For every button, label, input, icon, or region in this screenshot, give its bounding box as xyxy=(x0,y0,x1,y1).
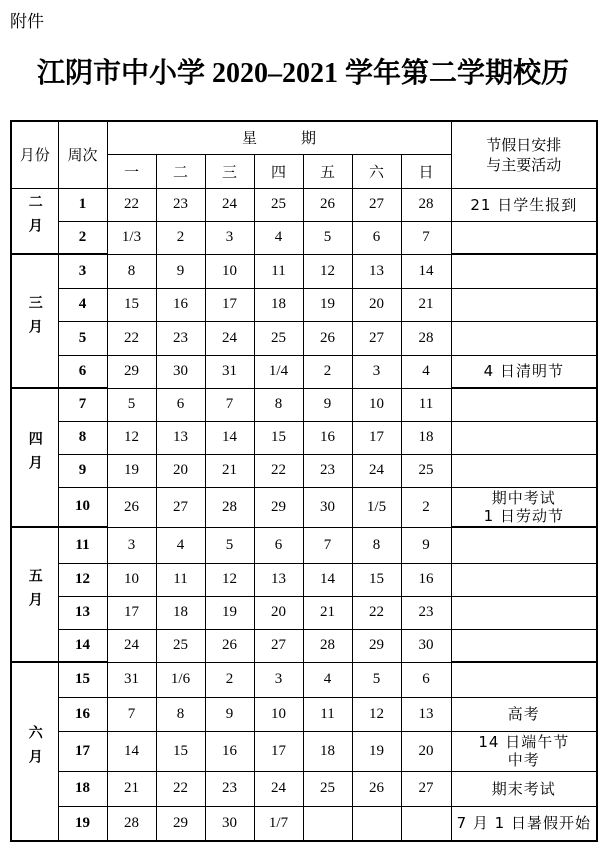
week-row xyxy=(11,697,597,731)
day-cell: 27 xyxy=(156,487,205,527)
weekday-fri: 五 xyxy=(303,154,352,188)
day-cell: 7 xyxy=(205,388,254,421)
header-month: 月份 xyxy=(11,121,58,188)
week-row xyxy=(11,731,597,771)
day-cell: 3 xyxy=(352,355,401,388)
month-cell xyxy=(11,188,58,254)
week-number: 9 xyxy=(58,454,107,487)
day-cell: 20 xyxy=(156,454,205,487)
day-cell: 19 xyxy=(303,288,352,321)
day-cell: 3 xyxy=(254,662,303,697)
day-cell: 25 xyxy=(303,771,352,806)
day-cell: 27 xyxy=(352,188,401,221)
day-cell: 24 xyxy=(352,454,401,487)
day-cell: 20 xyxy=(352,288,401,321)
activity-text: 7 月 1 日暑假开始 xyxy=(456,814,591,833)
day-cell: 14 xyxy=(401,254,451,288)
day-cell: 15 xyxy=(107,288,156,321)
day-cell: 24 xyxy=(205,188,254,221)
day-cell: 16 xyxy=(156,288,205,321)
week-row xyxy=(11,771,597,806)
day-cell: 2 xyxy=(205,662,254,697)
day-cell: 18 xyxy=(401,421,451,454)
day-cell: 23 xyxy=(156,321,205,355)
day-cell: 29 xyxy=(254,487,303,527)
day-cell: 25 xyxy=(254,321,303,355)
day-cell: 18 xyxy=(303,731,352,771)
week-number: 13 xyxy=(58,596,107,629)
day-cell: 28 xyxy=(401,188,451,221)
activity-cell xyxy=(451,288,597,321)
activity-text: 1 日劳动节 xyxy=(483,506,564,525)
activity-cell xyxy=(451,662,597,697)
activity-cell xyxy=(451,454,597,487)
header-activity-line2: 与主要活动 xyxy=(486,155,562,174)
day-cell: 26 xyxy=(107,487,156,527)
day-cell: 18 xyxy=(156,596,205,629)
attachment-label: 附件 xyxy=(10,12,44,32)
day-cell: 2 xyxy=(401,487,451,527)
day-cell: 21 xyxy=(303,596,352,629)
activity-text: 21 日学生报到 xyxy=(470,195,578,214)
day-cell: 22 xyxy=(107,188,156,221)
day-cell: 27 xyxy=(352,321,401,355)
day-cell: 14 xyxy=(205,421,254,454)
day-cell: 3 xyxy=(205,221,254,254)
day-cell: 1/7 xyxy=(254,806,303,841)
day-cell: 25 xyxy=(254,188,303,221)
day-cell: 19 xyxy=(352,731,401,771)
day-cell: 14 xyxy=(107,731,156,771)
week-row xyxy=(11,321,597,355)
week-row xyxy=(11,188,597,221)
day-cell: 20 xyxy=(254,596,303,629)
day-cell: 26 xyxy=(352,771,401,806)
day-cell: 25 xyxy=(401,454,451,487)
day-cell: 15 xyxy=(156,731,205,771)
week-row xyxy=(11,454,597,487)
activity-cell xyxy=(451,697,597,731)
day-cell: 31 xyxy=(107,662,156,697)
activity-cell xyxy=(451,596,597,629)
day-cell: 11 xyxy=(401,388,451,421)
week-number: 8 xyxy=(58,421,107,454)
week-number: 5 xyxy=(58,321,107,355)
day-cell: 25 xyxy=(156,629,205,662)
school-calendar-table xyxy=(10,120,598,842)
day-cell: 27 xyxy=(401,771,451,806)
activity-cell xyxy=(451,221,597,254)
day-cell: 8 xyxy=(107,254,156,288)
week-row xyxy=(11,596,597,629)
day-cell: 13 xyxy=(352,254,401,288)
activity-cell xyxy=(451,421,597,454)
day-cell: 23 xyxy=(156,188,205,221)
week-row xyxy=(11,221,597,254)
day-cell: 9 xyxy=(303,388,352,421)
day-cell: 9 xyxy=(205,697,254,731)
day-cell: 17 xyxy=(205,288,254,321)
weekday-sun: 日 xyxy=(401,154,451,188)
day-cell: 6 xyxy=(401,662,451,697)
week-row xyxy=(11,421,597,454)
day-cell: 22 xyxy=(352,596,401,629)
activity-cell xyxy=(451,563,597,596)
day-cell: 15 xyxy=(254,421,303,454)
day-cell: 6 xyxy=(352,221,401,254)
day-cell: 24 xyxy=(254,771,303,806)
header-row-1 xyxy=(11,121,597,154)
week-number: 10 xyxy=(58,487,107,527)
day-cell: 28 xyxy=(303,629,352,662)
week-row xyxy=(11,563,597,596)
weekday-tue: 二 xyxy=(156,154,205,188)
day-cell: 30 xyxy=(156,355,205,388)
day-cell: 6 xyxy=(254,527,303,563)
day-cell: 29 xyxy=(156,806,205,841)
day-cell: 4 xyxy=(401,355,451,388)
day-cell: 1/5 xyxy=(352,487,401,527)
week-row xyxy=(11,527,597,563)
header-activity xyxy=(451,121,597,188)
week-row xyxy=(11,662,597,697)
day-cell: 10 xyxy=(352,388,401,421)
activity-cell xyxy=(451,527,597,563)
activity-cell xyxy=(451,388,597,421)
day-cell: 4 xyxy=(254,221,303,254)
day-cell: 10 xyxy=(107,563,156,596)
day-cell: 30 xyxy=(401,629,451,662)
day-cell xyxy=(352,806,401,841)
week-row xyxy=(11,806,597,841)
day-cell: 29 xyxy=(107,355,156,388)
activity-cell xyxy=(451,771,597,806)
week-row xyxy=(11,254,597,288)
day-cell: 24 xyxy=(107,629,156,662)
activity-text: 期末考试 xyxy=(491,779,556,798)
month-label: 四月 xyxy=(26,431,43,479)
day-cell: 16 xyxy=(303,421,352,454)
day-cell: 9 xyxy=(156,254,205,288)
day-cell: 2 xyxy=(156,221,205,254)
activity-cell xyxy=(451,321,597,355)
week-number: 1 xyxy=(58,188,107,221)
day-cell: 21 xyxy=(401,288,451,321)
month-cell xyxy=(11,254,58,388)
weekday-thu: 四 xyxy=(254,154,303,188)
day-cell: 8 xyxy=(254,388,303,421)
day-cell: 12 xyxy=(352,697,401,731)
month-label: 六月 xyxy=(26,725,43,773)
week-number: 17 xyxy=(58,731,107,771)
day-cell: 4 xyxy=(156,527,205,563)
activity-cell xyxy=(451,355,597,388)
month-cell xyxy=(11,388,58,527)
week-number: 19 xyxy=(58,806,107,841)
day-cell: 28 xyxy=(107,806,156,841)
day-cell: 10 xyxy=(254,697,303,731)
week-number: 14 xyxy=(58,629,107,662)
day-cell: 13 xyxy=(254,563,303,596)
day-cell: 16 xyxy=(401,563,451,596)
day-cell: 12 xyxy=(303,254,352,288)
weekday-sat: 六 xyxy=(352,154,401,188)
day-cell xyxy=(303,806,352,841)
day-cell: 26 xyxy=(303,188,352,221)
day-cell: 5 xyxy=(303,221,352,254)
day-cell: 23 xyxy=(401,596,451,629)
week-number: 3 xyxy=(58,254,107,288)
day-cell: 28 xyxy=(205,487,254,527)
day-cell: 26 xyxy=(205,629,254,662)
week-row xyxy=(11,355,597,388)
month-label: 三月 xyxy=(26,294,43,343)
activity-cell xyxy=(451,806,597,841)
activity-text: 中考 xyxy=(507,751,540,769)
activity-cell xyxy=(451,487,597,527)
day-cell: 7 xyxy=(401,221,451,254)
week-number: 4 xyxy=(58,288,107,321)
week-row xyxy=(11,487,597,527)
day-cell: 1/6 xyxy=(156,662,205,697)
header-weekday-group-label: 星期 xyxy=(242,129,361,148)
weekday-mon: 一 xyxy=(107,154,156,188)
month-label: 五月 xyxy=(26,568,43,616)
activity-cell xyxy=(451,731,597,771)
day-cell: 22 xyxy=(107,321,156,355)
day-cell: 4 xyxy=(303,662,352,697)
week-row xyxy=(11,288,597,321)
day-cell: 23 xyxy=(303,454,352,487)
header-week: 周次 xyxy=(58,121,107,188)
day-cell: 1/3 xyxy=(107,221,156,254)
day-cell: 20 xyxy=(401,731,451,771)
day-cell: 19 xyxy=(205,596,254,629)
day-cell: 11 xyxy=(254,254,303,288)
day-cell: 1/4 xyxy=(254,355,303,388)
day-cell: 6 xyxy=(156,388,205,421)
day-cell: 14 xyxy=(303,563,352,596)
week-number: 11 xyxy=(58,527,107,563)
week-number: 18 xyxy=(58,771,107,806)
day-cell: 13 xyxy=(401,697,451,731)
day-cell: 18 xyxy=(254,288,303,321)
day-cell: 7 xyxy=(303,527,352,563)
day-cell: 11 xyxy=(303,697,352,731)
day-cell: 12 xyxy=(205,563,254,596)
day-cell: 31 xyxy=(205,355,254,388)
day-cell: 22 xyxy=(254,454,303,487)
header-weekday-group xyxy=(107,121,451,154)
week-number: 16 xyxy=(58,697,107,731)
day-cell: 13 xyxy=(156,421,205,454)
day-cell: 3 xyxy=(107,527,156,563)
day-cell: 24 xyxy=(205,321,254,355)
header-activity-line1: 节假日安排 xyxy=(486,135,562,154)
day-cell: 5 xyxy=(205,527,254,563)
week-number: 15 xyxy=(58,662,107,697)
day-cell: 22 xyxy=(156,771,205,806)
month-cell xyxy=(11,662,58,841)
day-cell: 15 xyxy=(352,563,401,596)
day-cell: 29 xyxy=(352,629,401,662)
day-cell: 30 xyxy=(303,487,352,527)
day-cell: 2 xyxy=(303,355,352,388)
month-label: 二月 xyxy=(26,194,43,243)
calendar-body xyxy=(11,188,597,841)
activity-cell xyxy=(451,254,597,288)
day-cell: 7 xyxy=(107,697,156,731)
day-cell: 30 xyxy=(205,806,254,841)
week-number: 6 xyxy=(58,355,107,388)
day-cell: 9 xyxy=(401,527,451,563)
week-row xyxy=(11,629,597,662)
day-cell: 5 xyxy=(352,662,401,697)
week-row xyxy=(11,388,597,421)
day-cell: 8 xyxy=(156,697,205,731)
day-cell xyxy=(401,806,451,841)
day-cell: 21 xyxy=(205,454,254,487)
activity-cell xyxy=(451,629,597,662)
week-number: 2 xyxy=(58,221,107,254)
day-cell: 11 xyxy=(156,563,205,596)
day-cell: 17 xyxy=(254,731,303,771)
page-title: 江阴市中小学 2020–2021 学年第二学期校历 xyxy=(36,58,569,89)
day-cell: 19 xyxy=(107,454,156,487)
activity-cell xyxy=(451,188,597,221)
day-cell: 12 xyxy=(107,421,156,454)
day-cell: 21 xyxy=(107,771,156,806)
day-cell: 23 xyxy=(205,771,254,806)
activity-text: 期中考试 xyxy=(491,488,556,507)
month-cell xyxy=(11,527,58,662)
day-cell: 17 xyxy=(107,596,156,629)
day-cell: 26 xyxy=(303,321,352,355)
day-cell: 27 xyxy=(254,629,303,662)
week-number: 12 xyxy=(58,563,107,596)
day-cell: 16 xyxy=(205,731,254,771)
day-cell: 10 xyxy=(205,254,254,288)
activity-text: 14 日端午节 xyxy=(478,733,570,751)
week-number: 7 xyxy=(58,388,107,421)
day-cell: 28 xyxy=(401,321,451,355)
day-cell: 8 xyxy=(352,527,401,563)
day-cell: 17 xyxy=(352,421,401,454)
weekday-wed: 三 xyxy=(205,154,254,188)
day-cell: 5 xyxy=(107,388,156,421)
activity-text: 4 日清明节 xyxy=(483,362,564,381)
activity-text: 高考 xyxy=(507,705,540,723)
